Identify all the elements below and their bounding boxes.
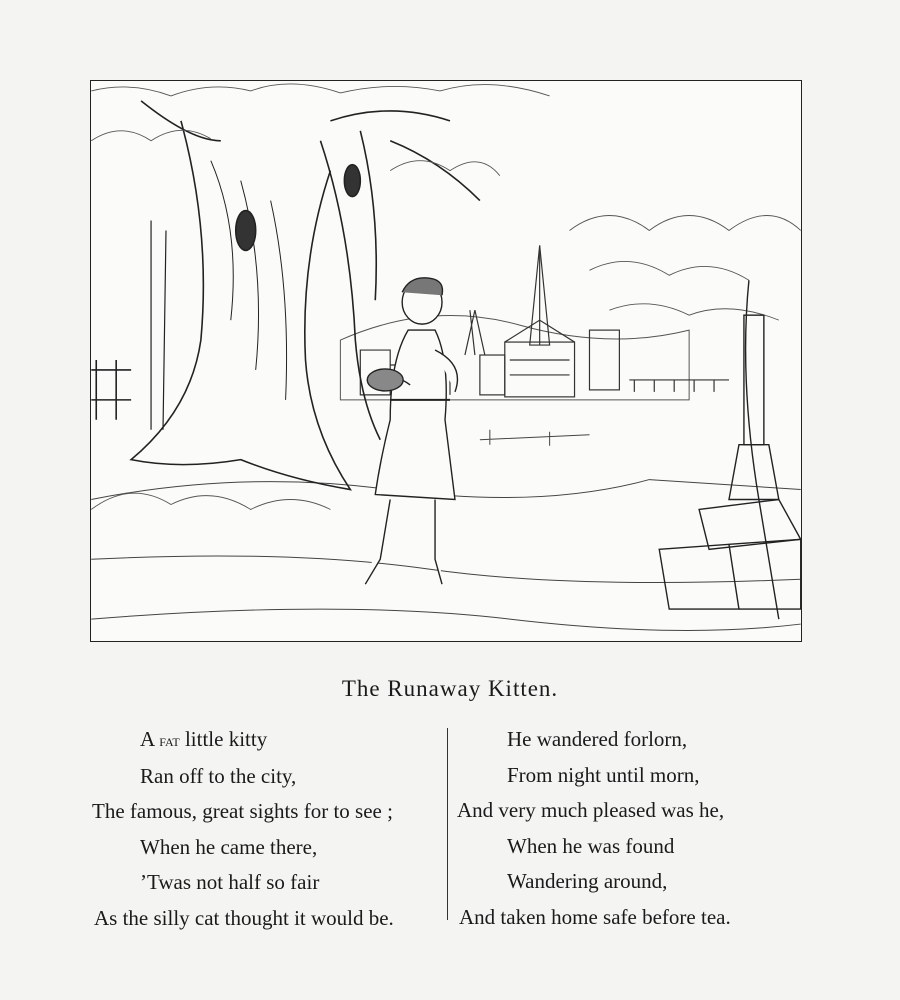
line-text: little kitty: [179, 727, 268, 751]
poem-line: The famous, great sights for to see ;: [92, 799, 393, 824]
poem-right-column: [455, 722, 795, 936]
engraving-scene-icon: [91, 81, 801, 641]
poem-line: [88, 722, 443, 759]
poem-line: Ran off to the city,: [140, 763, 297, 788]
column-divider: [447, 728, 448, 920]
poem-line: And very much pleased was he,: [457, 798, 725, 823]
poem-line: From night until morn,: [507, 762, 700, 787]
poem-title: The Runaway Kitten.: [341, 676, 559, 701]
small-caps-word: fat: [159, 731, 180, 750]
poem-line: When he came there,: [140, 834, 318, 859]
boy-holding-kitten-icon: [365, 278, 457, 584]
drop-word: A: [140, 727, 155, 751]
poem-line: And taken home safe before tea.: [459, 904, 731, 929]
illustration: [90, 80, 802, 642]
poem-line: He wandered forlorn,: [507, 727, 688, 751]
poem-left-column: [88, 722, 443, 937]
poem-line: As the silly cat thought it would be.: [94, 905, 394, 930]
poem-line: ’Twas not half so fair: [140, 870, 320, 895]
poem-line: Wandering around,: [507, 869, 668, 894]
poem-line: When he was found: [507, 833, 675, 858]
